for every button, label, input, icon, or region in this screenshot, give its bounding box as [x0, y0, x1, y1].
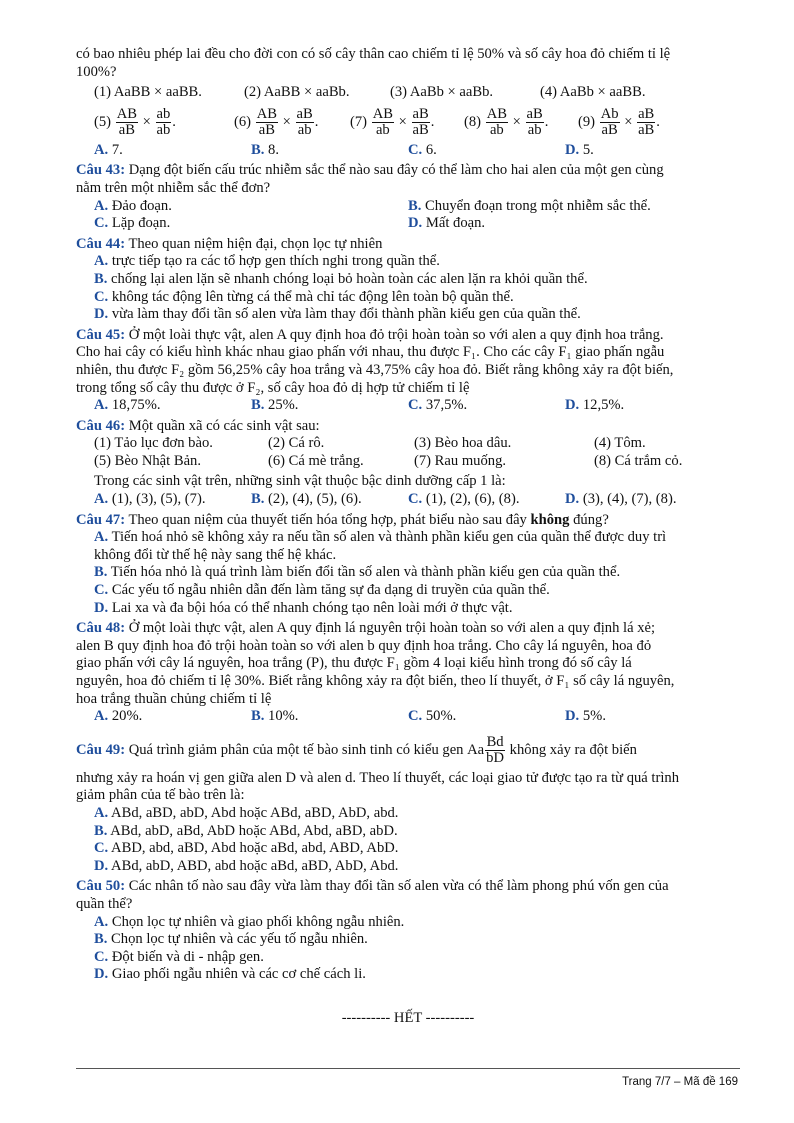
question-number: Câu 49: [76, 741, 126, 758]
question-number: Câu 44: [76, 235, 126, 252]
answer-c[interactable]: C. (1), (2), (6), (8). [408, 491, 520, 508]
intro-answers [76, 142, 740, 160]
answer-d[interactable]: D. (3), (4), (7), (8). [565, 491, 677, 508]
question-48: Câu 48: Ở một loài thực vật, alen A quy định lá nguyên trội hoàn toàn so với alen a quy định lá xẻ; alen B quy định hoa đỏ trội hoàn toàn so với alen b quy định hoa trắng. Cho cây lá nguyên, hoa đỏ giao phấn với cây lá nguyên, hoa trắng (P), thu được F₁ gồm 4 loại kiểu hình trong đó số cây lá nguyên, hoa đỏ chiếm tỉ lệ 30%. Biết rằng không xảy ra đột biến, theo lí thuyết, ở F₁ số cây lá nguyên, hoa trắng thuần chủng chiếm tỉ lệ A. 20%. B. 10%. C. 50%. D. 5%. [76, 620, 675, 725]
answer-b[interactable]: B. ABd, abD, aBd, AbD hoặc ABd, Abd, aBD, abD. [94, 822, 398, 839]
fraction-cross-5: (5) $\frac{AB}{aB}$ × $\frac{ab}{ab}$ . [94, 106, 176, 139]
answer-b[interactable]: B. 25%. [251, 397, 299, 414]
cross-2: (2) AaBB × aaBb. [244, 84, 350, 101]
answer-b[interactable]: B. (2), (4), (5), (6). [251, 491, 362, 508]
answer-a[interactable]: A. (1), (3), (5), (7). [94, 491, 206, 508]
exam-page [76, 46, 740, 1028]
answer-b[interactable]: B. 8. [251, 141, 279, 158]
footer-divider [76, 1068, 740, 1069]
question-46: Câu 46: Một quần xã có các sinh vật sau: (1) Tảo lục đơn bào. (2) Cá rô. (3) Bèo hoa dâu. (4) Tôm. (5) Bèo Nhật Bản. (6) Cá mè trắng. (7) Rau muống. (8) Cá trắm cỏ. Trong các sinh vật trên, những sinh vật thuộc bậc dinh dưỡng cấp 1 là: A. (1), (3), (5), (7). B. (2), (4), (5), (6). C. (1), (2), (6), (8). D. (3), (4), (7), (8). [76, 418, 740, 509]
answer-d[interactable]: D. vừa làm thay đổi tần số alen vừa làm thay đổi thành phần kiểu gen của quần thể. [94, 306, 581, 323]
question-49: Câu 49: Quá trình giảm phân của một tế bào sinh tinh có kiểu gen Aa $\frac{Bd}{bD}$ không xảy ra đột biến nhưng xảy ra hoán vị gen giữa alen D và alen d. Theo lí thuyết, các loại giao tử được tạo ra từ quá trình giảm phân của tế bào trên là: A. ABd, aBD, abD, Abd hoặc ABd, aBD, AbD, abd. B. ABd, abD, aBd, AbD hoặc ABd, Abd, aBD, abD. C. ABD, abd, aBD, Abd hoặc aBd, abd, ABD, AbD. D. ABd, abD, ABD, abd hoặc aBd, aBD, AbD, Abd. [76, 732, 740, 876]
organism-list-row-2: (5) Bèo Nhật Bản. (6) Cá mè trắng. (7) Rau muống. (8) Cá trắm cỏ. [94, 452, 683, 469]
answer-c[interactable]: C. Lặp đoạn. [94, 215, 171, 232]
answer-b[interactable]: B. Chuyển đoạn trong một nhiễm sắc thể. [408, 197, 651, 214]
question-43: Câu 43: Dạng đột biến cấu trúc nhiễm sắc thể nào sau đây có thể làm cho hai alen của một gen cùng nằm trên một nhiễm sắc thể đơn? A. Đảo đoạn. B. Chuyển đoạn trong một nhiễm sắc thể. C. Lặp đoạn. D. Mất đoạn. [76, 162, 664, 232]
answer-c[interactable]: C. 37,5%. [408, 397, 468, 414]
answer-c[interactable]: C. Các yếu tố ngẫu nhiên dẫn đến làm tăng sự đa dạng di truyền của quần thể. [94, 582, 550, 599]
cross-1: (1) AaBB × aaBB. [94, 84, 202, 101]
end-marker: ---------- HẾT ---------- [341, 1009, 475, 1026]
answer-c[interactable]: C. 6. [408, 141, 437, 158]
fraction-cross-7: (7) $\frac{AB}{ab}$ × $\frac{aB}{aB}$ . [350, 106, 435, 139]
answer-b[interactable]: B. chống lại alen lặn sẽ nhanh chóng loại bỏ hoàn toàn các alen lặn ra khỏi quần thể. [94, 270, 588, 287]
fraction-crosses [94, 104, 740, 142]
answer-d[interactable]: D. ABd, abD, ABD, abd hoặc aBd, aBD, AbD, Abd. [94, 857, 399, 874]
answer-d[interactable]: D. 5%. [565, 708, 606, 725]
answer-d[interactable]: D. Giao phối ngẫu nhiên và các cơ chế cách li. [94, 966, 366, 983]
question-50: Câu 50: Các nhân tố nào sau đây vừa làm thay đổi tần số alen vừa có thể làm phong phú vốn gen của quần thể? A. Chọn lọc tự nhiên và giao phối không ngẫu nhiên. B. Chọn lọc tự nhiên và các yếu tố ngẫu nhiên. C. Đột biến và di - nhập gen. D. Giao phối ngẫu nhiên và các cơ chế cách li. [76, 878, 740, 984]
answer-d[interactable]: D. Mất đoạn. [408, 215, 486, 232]
question-44: Câu 44: Theo quan niệm hiện đại, chọn lọc tự nhiên A. trực tiếp tạo ra các tổ hợp gen thích nghi trong quần thể. B. chống lại alen lặn sẽ nhanh chóng loại bỏ hoàn toàn các alen lặn ra khỏi quần thể. C. không tác động lên từng cá thể mà chỉ tác động lên toàn bộ quần thể. D. vừa làm thay đổi tần số alen vừa làm thay đổi thành phần kiểu gen của quần thể. [76, 236, 740, 324]
question-number: Câu 47: [76, 511, 126, 528]
question-number: Câu 43: [76, 162, 126, 179]
answer-c[interactable]: C. ABD, abd, aBD, Abd hoặc aBd, abd, ABD, AbD. [94, 840, 399, 857]
answer-a[interactable]: A. ABd, aBD, abD, Abd hoặc ABd, aBD, AbD, abd. [94, 804, 399, 821]
fraction-cross-8: (8) $\frac{AB}{ab}$ × $\frac{aB}{ab}$ . [464, 106, 549, 139]
answer-a[interactable]: A. Chọn lọc tự nhiên và giao phối không ngẫu nhiên. [94, 913, 405, 930]
organism-list-row-1: (1) Tảo lục đơn bào. (2) Cá rô. (3) Bèo hoa dâu. (4) Tôm. [94, 435, 646, 452]
answer-a[interactable]: A. Tiến hoá nhỏ sẽ không xảy ra nếu tần số alen và thành phần kiểu gen của quần thể được duy trì không đổi từ thế hệ này sang thế hệ khác. [94, 529, 667, 563]
fraction-cross-6: (6) $\frac{AB}{aB}$ × $\frac{aB}{ab}$ . [234, 106, 319, 139]
answer-a[interactable]: A. Đảo đoạn. [94, 197, 172, 214]
answer-c[interactable]: C. 50%. [408, 708, 457, 725]
question-number: Câu 48: [76, 620, 126, 637]
fraction-cross-9: (9) $\frac{Ab}{aB}$ × $\frac{aB}{aB}$ . [578, 106, 660, 139]
intro-line-1: có bao nhiêu phép lai đều cho đời con có số cây thân cao chiếm tỉ lệ 50% và số cây hoa đỏ chiếm tỉ lệ [76, 46, 671, 62]
intro-line-2: 100%? [76, 63, 117, 80]
answer-d[interactable]: D. 12,5%. [565, 397, 625, 414]
answer-a[interactable]: A. 18,75%. [94, 397, 161, 414]
answer-c[interactable]: C. không tác động lên từng cá thể mà chỉ tác động lên toàn bộ quần thể. [94, 288, 514, 305]
question-45: Câu 45: Ở một loài thực vật, alen A quy định hoa đỏ trội hoàn toàn so với alen a quy định hoa trắng. Cho hai cây có kiểu hình khác nhau giao phấn với nhau, thu được F₁. Cho các cây F₁ giao phấn ngẫu nhiên, thu được F₂ gồm 56,25% cây hoa trắng và 43,75% cây hoa đỏ. Biết rằng không xảy ra đột biến, trong tổng số cây thu được ở F₂, số cây hoa đỏ dị hợp tử chiếm tỉ lệ A. 18,75%. B. 25%. C. 37,5%. D. 12,5%. [76, 326, 674, 414]
question-number: Câu 45: [76, 326, 126, 343]
answer-c[interactable]: C. Đột biến và di - nhập gen. [94, 948, 264, 965]
question-number: Câu 46: [76, 417, 126, 434]
answer-a[interactable]: A. 20%. [94, 708, 143, 725]
answer-d[interactable]: D. 5. [565, 141, 594, 158]
answer-a[interactable]: A. trực tiếp tạo ra các tổ hợp gen thích nghi trong quần thể. [94, 253, 440, 270]
cross-list [76, 84, 740, 102]
answer-b[interactable]: B. 10%. [251, 708, 299, 725]
answer-d[interactable]: D. Lai xa và đa bội hóa có thể nhanh chóng tạo nên loài mới ở thực vật. [94, 599, 513, 616]
answer-a[interactable]: A. 7. [94, 141, 123, 158]
genotype: Aa $\frac{Bd}{bD}$ [467, 734, 505, 767]
cross-4: (4) AaBb × aaBB. [540, 84, 646, 101]
cross-3: (3) AaBb × aaBb. [390, 84, 494, 101]
answer-b[interactable]: B. Tiến hóa nhỏ là quá trình làm biến đổi tần số alen và thành phần kiểu gen của quần thể. [94, 564, 621, 581]
question-47: Câu 47: Theo quan niệm của thuyết tiến hóa tổng hợp, phát biểu nào sau đây không đúng? A. Tiến hoá nhỏ sẽ không xảy ra nếu tần số alen và thành phần kiểu gen của quần thể được duy trì không đổi từ thế hệ này sang thế hệ khác. B. Tiến hóa nhỏ là quá trình làm biến đổi tần số alen và thành phần kiểu gen của quần thể. C. Các yếu tố ngẫu nhiên dẫn đến làm tăng sự đa dạng di truyền của quần thể. D. Lai xa và đa bội hóa có thể nhanh chóng tạo nên loài mới ở thực vật. [76, 512, 740, 618]
question-number: Câu 50: [76, 878, 126, 895]
page-footer: Trang 7/7 – Mã đề 169 [622, 1076, 738, 1088]
answer-b[interactable]: B. Chọn lọc tự nhiên và các yếu tố ngẫu nhiên. [94, 931, 368, 948]
